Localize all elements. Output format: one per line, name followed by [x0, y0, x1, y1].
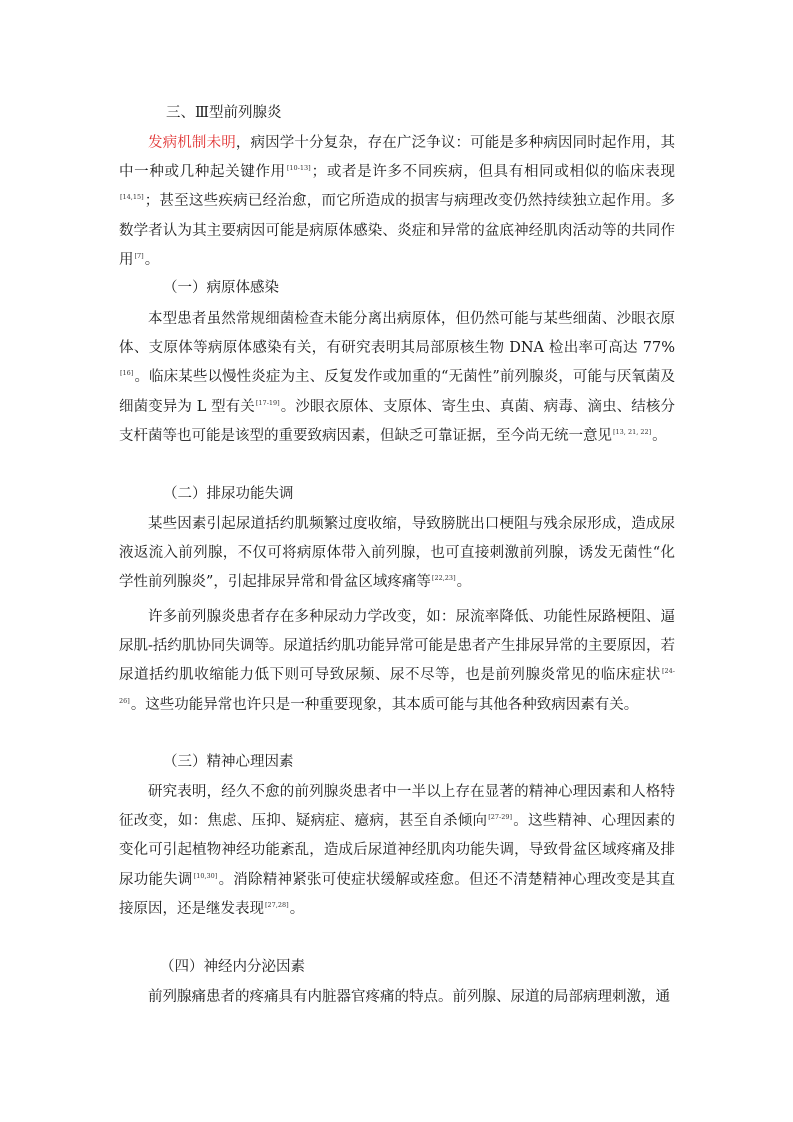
- citation: [16]: [120, 369, 134, 378]
- citation: [17-19]: [255, 398, 280, 407]
- citation: [13, 21, 22]: [613, 427, 652, 436]
- paragraph-neuroendocrine: 前列腺痛患者的疼痛具有内脏器官疼痛的特点。前列腺、尿道的局部病理刺激，通: [148, 989, 670, 1005]
- subsection-title-neuroendocrine: （四）神经内分泌因素: [160, 959, 305, 975]
- citation: [27,28]: [265, 900, 289, 909]
- citation: [24-26]: [119, 667, 675, 705]
- citation: [27-29]: [488, 813, 512, 822]
- citation: [10-13]: [286, 164, 311, 173]
- paragraph-urination-1: 某些因素引起尿道括约肌频繁过度收缩，导致膀胱出口梗阻与残余尿形成，造成尿液返流入前列腺，不仅可将病原体带入前列腺，也可直接刺激前列腺，诱发无菌性“化学性前列腺炎”，引起排尿异常和骨盆区域疼痛等[22,23]。: [119, 516, 675, 591]
- paragraph-pathogen: 本型患者虽然常规细菌检查未能分离出病原体，但仍然可能与某些细菌、沙眼衣原体、支原体等病原体感染有关，有研究表明其局部原核生物 DNA 检出率可高达 77%[16]。临床某些以慢性炎症为主、反复发作或加重的“无菌性”前列腺炎，可能与厌氧菌及细菌变异为 L 型有关[17-19]。沙眼衣原体、支原体、寄生虫、真菌、病毒、滴虫、结核分支杆菌等也可能是该型的重要致病因素，但缺乏可靠证据，至今尚无统一意见[13, 21, 22]。: [119, 311, 675, 444]
- citation: [14,15]: [120, 193, 144, 202]
- citation: [10,30]: [193, 871, 218, 880]
- citation: [22,23]: [431, 574, 456, 583]
- paragraph-urination-2: 许多前列腺炎患者存在多种尿动力学改变，如：尿流率降低、功能性尿路梗阻、逼尿肌-括约肌协同失调等。尿道括约肌功能异常可能是患者产生排尿异常的主要原因，若尿道括约肌收缩能力低下则可导致尿频、尿不尽等，也是前列腺炎常见的临床症状[24-26]。这些功能异常也许只是一种重要现象，其本质可能与其他各种致病因素有关。: [119, 609, 675, 713]
- highlighted-text: 发病机制未明: [148, 135, 236, 151]
- section-title: 三、Ⅲ型前列腺炎: [166, 105, 282, 121]
- subsection-title-psychological: （三）精神心理因素: [163, 754, 294, 770]
- section-intro-paragraph: 发病机制未明，病因学十分复杂，存在广泛争议：可能是多种病因同时起作用，其中一种或几种起关键作用[10-13]；或者是许多不同疾病，但具有相同或相似的临床表现[14,15]；甚至这些疾病已经治愈，而它所造成的损害与病理改变仍然持续独立起作用。多数学者认为其主要病因可能是病原体感染、炎症和异常的盆底神经肌肉活动等的共同作用[7]。: [119, 135, 676, 268]
- citation: [7]: [134, 251, 144, 260]
- paragraph-psychological: 研究表明，经久不愈的前列腺炎患者中一半以上存在显著的精神心理因素和人格特征改变，如：焦虑、压抑、疑病症、癔病，甚至自杀倾向[27-29]。这些精神、心理因素的变化可引起植物神经功能紊乱，造成后尿道神经肌肉功能失调，导致骨盆区域疼痛及排尿功能失调[10,30]。消除精神紧张可使症状缓解或痊愈。但还不清楚精神心理改变是其直接原因，还是继发表现[27,28]。: [119, 784, 676, 917]
- subsection-title-urination: （二）排尿功能失调: [163, 486, 294, 502]
- subsection-title-pathogen: （一）病原体感染: [163, 280, 279, 296]
